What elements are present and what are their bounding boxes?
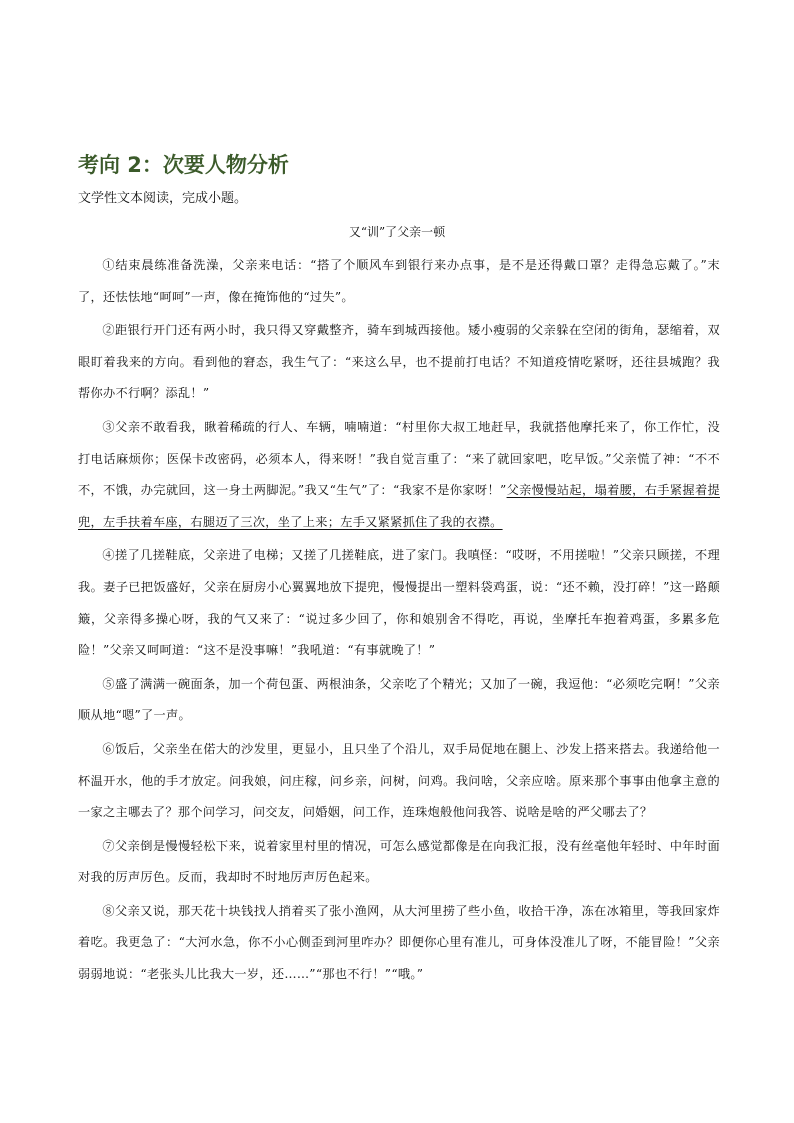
- article-body: [78, 250, 720, 993]
- underlined-sentence: 父亲慢慢站起，塌着腰，右手紧握着提兜，左手扶着车座，右腿迈了三次，坐了上来；左手又紧紧抓住了我的衣襟。: [78, 483, 720, 529]
- article-title: 又“训”了父亲一顿: [348, 225, 446, 239]
- paragraph-5: [78, 669, 720, 732]
- paragraph-7: [78, 831, 720, 894]
- paragraph-7-text: ⑦父亲倒是慢慢轻松下来，说着家里村里的情况，可怎么感觉都像是在向我汇报，没有丝毫他年轻时、中年时面对我的厉声厉色。反而，我却时不时地厉声厉色起来。: [78, 838, 720, 885]
- paragraph-2-text: ②距银行开门还有两小时，我只得又穿戴整齐，骑车到城西接他。矮小瘦弱的父亲躲在空闭的街角，瑟缩着，双眼盯着我来的方向。看到他的窘态，我生气了：“来这么早，也不提前打电话？不知道疫情吃紧呀，还往县城跑？我帮你办不行啊？添乱！”: [78, 323, 720, 401]
- paragraph-8-text: ⑧父亲又说，那天花十块钱找人捎着买了张小渔网，从大河里捞了些小鱼，收拾干净，冻在冰箱里，等我回家炸着吃。我更急了：“大河水急，你不小心侧歪到河里咋办？即便你心里有准儿，可身体没准儿了呀，不能冒险！”父亲弱弱地说：“老张头儿比我大一岁，还……”“那也不行！”“哦。”: [78, 903, 720, 982]
- paragraph-2: [78, 315, 720, 410]
- paragraph-6: [78, 734, 720, 829]
- paragraph-1-text: ①结束晨练准备洗澡，父亲来电话：“搭了个顺风车到银行来办点事，是不是还得戴口罩？走得急忘戴了。”末了，还怯怯地“呵呵”一声，像在掩饰他的“过失”。: [78, 258, 720, 304]
- paragraph-6-text: ⑥饭后，父亲坐在偌大的沙发里，更显小，且只坐了个沿儿，双手局促地在腿上、沙发上搭来搭去。我递给他一杯温开水，他的手才放定。问我娘，问庄稼，问乡亲，问树，问鸡。我问啥，父亲应啥。原来那个事事由他拿主意的一家之主哪去了？那个问学习，问交友，问婚姻，问工作，连珠炮般他问我答、说啥是啥的严父哪去了？: [78, 741, 720, 820]
- instruction-text: 文学性文本阅读，完成小题。: [78, 191, 248, 206]
- paragraph-1: [78, 250, 720, 313]
- paragraph-4: [78, 540, 720, 666]
- paragraph-3: [78, 412, 720, 538]
- paragraph-5-text: ⑤盛了满满一碗面条，加一个荷包蛋、两根油条，父亲吃了个精光；又加了一碗，我逗他：“必须吃完啊！”父亲顺从地“嗯”了一声。: [78, 676, 720, 723]
- paragraph-8: [78, 896, 720, 991]
- paragraph-4-text: ④搓了几搓鞋底，父亲进了电梯；又搓了几搓鞋底，进了家门。我嗔怪：“哎呀，不用搓啦！”父亲只顾搓，不理我。妻子已把饭盛好，父亲在厨房小心翼翼地放下提兜，慢慢提出一塑料袋鸡蛋，说：“还不赖，没打碎！”这一路颠簸，父亲得多操心呀，我的气又来了：“说过多少回了，你和娘别舍不得吃，再说，坐摩托车抱着鸡蛋，多累多危险！”父亲又呵呵道：“这不是没事嘛！”我吼道：“有事就晚了！”: [78, 548, 720, 658]
- section-title: 考向 2：次要人物分析: [78, 153, 289, 177]
- paragraph-3-text: ③父亲不敢看我，瞅着稀疏的行人、车辆，喃喃道：“村里你大叔工地赶早，我就搭他摩托来了，你工作忙，没打电话麻烦你；医保卡改密码，必须本人，得来呀！”我自觉言重了：“来了就回家吧，吃早饭。”父亲慌了神：“不不不，不饿，办完就回，这一身土两脚泥。”我又“生气”了：“我家不是你家呀！”: [78, 419, 720, 498]
